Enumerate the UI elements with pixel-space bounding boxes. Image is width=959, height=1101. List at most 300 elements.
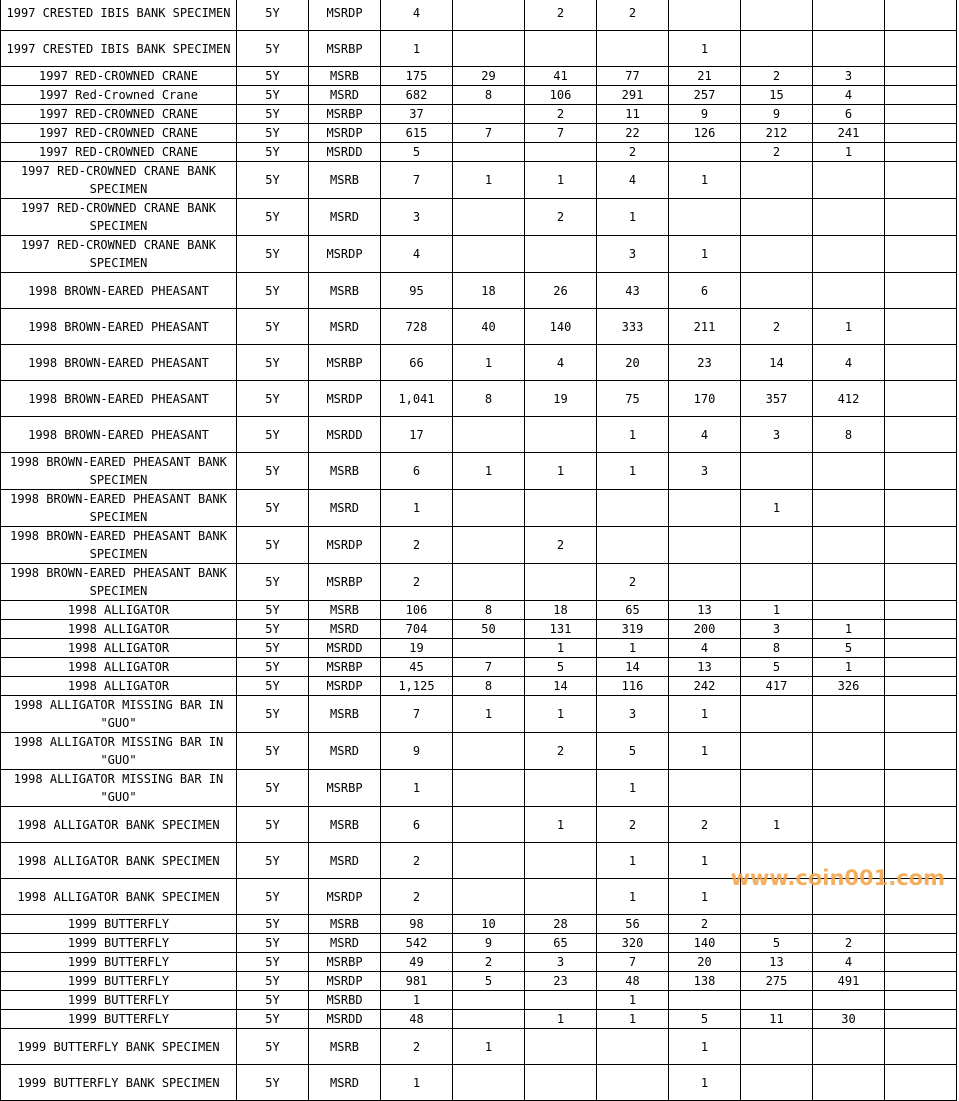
cell-term[interactable]: 5Y xyxy=(237,915,309,934)
cell-name[interactable]: 1997 RED-CROWNED CRANE xyxy=(1,105,237,124)
cell-term[interactable]: 5Y xyxy=(237,162,309,199)
cell-c2[interactable]: 2 xyxy=(525,105,597,124)
cell-total[interactable]: 1 xyxy=(381,1065,453,1101)
cell-c1[interactable] xyxy=(453,807,525,843)
cell-term[interactable]: 5Y xyxy=(237,733,309,770)
cell-c2[interactable]: 1 xyxy=(525,639,597,658)
cell-c4[interactable] xyxy=(669,490,741,527)
cell-c5[interactable] xyxy=(741,31,813,67)
cell-c3[interactable] xyxy=(597,1065,669,1101)
cell-name[interactable]: 1998 ALLIGATOR xyxy=(1,601,237,620)
cell-c1[interactable]: 7 xyxy=(453,658,525,677)
cell-total[interactable]: 4 xyxy=(381,0,453,31)
cell-c1[interactable]: 8 xyxy=(453,381,525,417)
cell-grade[interactable]: MSRDD xyxy=(309,639,381,658)
cell-empty[interactable] xyxy=(885,1010,957,1029)
cell-c2[interactable] xyxy=(525,236,597,273)
cell-grade[interactable]: MSRDP xyxy=(309,124,381,143)
cell-grade[interactable]: MSRDP xyxy=(309,972,381,991)
cell-empty[interactable] xyxy=(885,1029,957,1065)
cell-empty[interactable] xyxy=(885,639,957,658)
cell-c2[interactable]: 28 xyxy=(525,915,597,934)
cell-c5[interactable]: 417 xyxy=(741,677,813,696)
cell-c1[interactable] xyxy=(453,490,525,527)
cell-c2[interactable]: 1 xyxy=(525,696,597,733)
cell-total[interactable]: 704 xyxy=(381,620,453,639)
cell-total[interactable]: 17 xyxy=(381,417,453,453)
cell-c1[interactable]: 1 xyxy=(453,345,525,381)
cell-term[interactable]: 5Y xyxy=(237,770,309,807)
cell-c1[interactable] xyxy=(453,991,525,1010)
cell-grade[interactable]: MSRDD xyxy=(309,417,381,453)
cell-name[interactable]: 1999 BUTTERFLY BANK SPECIMEN xyxy=(1,1065,237,1101)
cell-c1[interactable]: 1 xyxy=(453,162,525,199)
cell-c3[interactable]: 65 xyxy=(597,601,669,620)
cell-c4[interactable]: 2 xyxy=(669,915,741,934)
cell-total[interactable]: 1 xyxy=(381,31,453,67)
cell-grade[interactable]: MSRBP xyxy=(309,770,381,807)
cell-grade[interactable]: MSRBP xyxy=(309,564,381,601)
cell-c5[interactable]: 3 xyxy=(741,620,813,639)
cell-c4[interactable] xyxy=(669,527,741,564)
cell-term[interactable]: 5Y xyxy=(237,236,309,273)
cell-term[interactable]: 5Y xyxy=(237,1065,309,1101)
cell-c2[interactable]: 106 xyxy=(525,86,597,105)
cell-c3[interactable] xyxy=(597,31,669,67)
cell-c1[interactable] xyxy=(453,417,525,453)
cell-empty[interactable] xyxy=(885,770,957,807)
cell-c5[interactable] xyxy=(741,991,813,1010)
cell-empty[interactable] xyxy=(885,879,957,915)
cell-empty[interactable] xyxy=(885,696,957,733)
cell-term[interactable]: 5Y xyxy=(237,417,309,453)
cell-c3[interactable]: 1 xyxy=(597,1010,669,1029)
cell-c2[interactable]: 3 xyxy=(525,953,597,972)
cell-c1[interactable] xyxy=(453,199,525,236)
cell-empty[interactable] xyxy=(885,105,957,124)
cell-name[interactable]: 1997 Red-Crowned Crane xyxy=(1,86,237,105)
cell-total[interactable]: 9 xyxy=(381,733,453,770)
cell-c1[interactable] xyxy=(453,564,525,601)
cell-name[interactable]: 1999 BUTTERFLY xyxy=(1,915,237,934)
cell-c3[interactable]: 319 xyxy=(597,620,669,639)
cell-term[interactable]: 5Y xyxy=(237,991,309,1010)
cell-c1[interactable]: 1 xyxy=(453,696,525,733)
cell-name[interactable]: 1997 RED-CROWNED CRANE BANK SPECIMEN xyxy=(1,199,237,236)
cell-c6[interactable]: 412 xyxy=(813,381,885,417)
cell-c1[interactable]: 9 xyxy=(453,934,525,953)
cell-grade[interactable]: MSRB xyxy=(309,915,381,934)
cell-empty[interactable] xyxy=(885,453,957,490)
cell-c4[interactable]: 13 xyxy=(669,658,741,677)
cell-c3[interactable]: 333 xyxy=(597,309,669,345)
cell-c1[interactable]: 10 xyxy=(453,915,525,934)
cell-c5[interactable]: 357 xyxy=(741,381,813,417)
cell-total[interactable]: 106 xyxy=(381,601,453,620)
cell-c5[interactable] xyxy=(741,0,813,31)
cell-grade[interactable]: MSRBD xyxy=(309,991,381,1010)
cell-empty[interactable] xyxy=(885,236,957,273)
cell-c6[interactable]: 4 xyxy=(813,953,885,972)
cell-c3[interactable] xyxy=(597,490,669,527)
cell-term[interactable]: 5Y xyxy=(237,345,309,381)
cell-c5[interactable] xyxy=(741,1029,813,1065)
cell-grade[interactable]: MSRD xyxy=(309,1065,381,1101)
cell-name[interactable]: 1999 BUTTERFLY BANK SPECIMEN xyxy=(1,1029,237,1065)
cell-grade[interactable]: MSRB xyxy=(309,807,381,843)
cell-total[interactable]: 2 xyxy=(381,843,453,879)
cell-name[interactable]: 1999 BUTTERFLY xyxy=(1,934,237,953)
cell-empty[interactable] xyxy=(885,972,957,991)
cell-c4[interactable]: 4 xyxy=(669,639,741,658)
cell-empty[interactable] xyxy=(885,199,957,236)
cell-c4[interactable]: 170 xyxy=(669,381,741,417)
cell-total[interactable]: 1,041 xyxy=(381,381,453,417)
cell-term[interactable]: 5Y xyxy=(237,879,309,915)
cell-c1[interactable] xyxy=(453,105,525,124)
cell-c2[interactable]: 2 xyxy=(525,0,597,31)
cell-c4[interactable]: 211 xyxy=(669,309,741,345)
cell-empty[interactable] xyxy=(885,843,957,879)
cell-term[interactable]: 5Y xyxy=(237,639,309,658)
cell-c4[interactable]: 9 xyxy=(669,105,741,124)
cell-c5[interactable]: 2 xyxy=(741,309,813,345)
cell-grade[interactable]: MSRBP xyxy=(309,658,381,677)
cell-c1[interactable] xyxy=(453,527,525,564)
cell-c5[interactable] xyxy=(741,564,813,601)
cell-empty[interactable] xyxy=(885,601,957,620)
cell-c5[interactable] xyxy=(741,770,813,807)
cell-name[interactable]: 1999 BUTTERFLY xyxy=(1,972,237,991)
cell-term[interactable]: 5Y xyxy=(237,309,309,345)
cell-c2[interactable] xyxy=(525,31,597,67)
cell-c6[interactable] xyxy=(813,527,885,564)
cell-c6[interactable]: 326 xyxy=(813,677,885,696)
cell-grade[interactable]: MSRB xyxy=(309,601,381,620)
cell-empty[interactable] xyxy=(885,273,957,309)
cell-empty[interactable] xyxy=(885,677,957,696)
cell-c6[interactable]: 1 xyxy=(813,309,885,345)
cell-c4[interactable]: 1 xyxy=(669,843,741,879)
cell-c5[interactable] xyxy=(741,879,813,915)
cell-empty[interactable] xyxy=(885,915,957,934)
cell-c5[interactable] xyxy=(741,915,813,934)
cell-c1[interactable] xyxy=(453,1065,525,1101)
cell-c2[interactable]: 2 xyxy=(525,733,597,770)
cell-empty[interactable] xyxy=(885,67,957,86)
cell-c5[interactable]: 13 xyxy=(741,953,813,972)
cell-term[interactable]: 5Y xyxy=(237,453,309,490)
cell-c3[interactable]: 22 xyxy=(597,124,669,143)
cell-c3[interactable]: 2 xyxy=(597,143,669,162)
cell-name[interactable]: 1998 ALLIGATOR xyxy=(1,677,237,696)
cell-c4[interactable]: 3 xyxy=(669,453,741,490)
cell-c4[interactable]: 4 xyxy=(669,417,741,453)
cell-c2[interactable]: 19 xyxy=(525,381,597,417)
cell-c5[interactable] xyxy=(741,527,813,564)
cell-c2[interactable]: 26 xyxy=(525,273,597,309)
cell-c4[interactable]: 1 xyxy=(669,733,741,770)
cell-c2[interactable]: 1 xyxy=(525,807,597,843)
cell-c4[interactable]: 1 xyxy=(669,1065,741,1101)
cell-c4[interactable]: 6 xyxy=(669,273,741,309)
cell-c6[interactable]: 241 xyxy=(813,124,885,143)
cell-grade[interactable]: MSRB xyxy=(309,453,381,490)
cell-c5[interactable] xyxy=(741,453,813,490)
cell-name[interactable]: 1997 RED-CROWNED CRANE xyxy=(1,143,237,162)
cell-empty[interactable] xyxy=(885,620,957,639)
cell-c6[interactable]: 6 xyxy=(813,105,885,124)
cell-term[interactable]: 5Y xyxy=(237,67,309,86)
cell-c1[interactable]: 5 xyxy=(453,972,525,991)
cell-c1[interactable] xyxy=(453,143,525,162)
cell-term[interactable]: 5Y xyxy=(237,807,309,843)
cell-c3[interactable]: 75 xyxy=(597,381,669,417)
cell-name[interactable]: 1998 BROWN-EARED PHEASANT BANK SPECIMEN xyxy=(1,453,237,490)
cell-c3[interactable]: 56 xyxy=(597,915,669,934)
cell-c4[interactable]: 200 xyxy=(669,620,741,639)
cell-name[interactable]: 1997 RED-CROWNED CRANE BANK SPECIMEN xyxy=(1,162,237,199)
cell-c4[interactable]: 1 xyxy=(669,31,741,67)
cell-c1[interactable]: 8 xyxy=(453,86,525,105)
cell-c4[interactable]: 21 xyxy=(669,67,741,86)
cell-total[interactable]: 2 xyxy=(381,527,453,564)
cell-c4[interactable]: 1 xyxy=(669,879,741,915)
cell-c4[interactable]: 257 xyxy=(669,86,741,105)
cell-term[interactable]: 5Y xyxy=(237,0,309,31)
cell-empty[interactable] xyxy=(885,0,957,31)
cell-empty[interactable] xyxy=(885,31,957,67)
cell-term[interactable]: 5Y xyxy=(237,677,309,696)
cell-c4[interactable]: 140 xyxy=(669,934,741,953)
cell-c1[interactable] xyxy=(453,0,525,31)
cell-c2[interactable]: 140 xyxy=(525,309,597,345)
cell-name[interactable]: 1997 RED-CROWNED CRANE xyxy=(1,67,237,86)
cell-c6[interactable] xyxy=(813,807,885,843)
cell-c5[interactable]: 5 xyxy=(741,658,813,677)
cell-c1[interactable]: 1 xyxy=(453,453,525,490)
cell-empty[interactable] xyxy=(885,417,957,453)
cell-name[interactable]: 1998 ALLIGATOR MISSING BAR IN "GUO" xyxy=(1,733,237,770)
cell-total[interactable]: 542 xyxy=(381,934,453,953)
cell-c5[interactable] xyxy=(741,162,813,199)
cell-c2[interactable]: 1 xyxy=(525,1010,597,1029)
cell-c3[interactable]: 48 xyxy=(597,972,669,991)
cell-c3[interactable]: 1 xyxy=(597,199,669,236)
cell-c1[interactable]: 29 xyxy=(453,67,525,86)
cell-term[interactable]: 5Y xyxy=(237,490,309,527)
cell-c2[interactable]: 2 xyxy=(525,199,597,236)
cell-grade[interactable]: MSRB xyxy=(309,67,381,86)
cell-c3[interactable]: 2 xyxy=(597,0,669,31)
cell-total[interactable]: 1 xyxy=(381,490,453,527)
cell-c2[interactable]: 1 xyxy=(525,162,597,199)
cell-c6[interactable] xyxy=(813,236,885,273)
cell-total[interactable]: 1 xyxy=(381,991,453,1010)
cell-name[interactable]: 1998 ALLIGATOR MISSING BAR IN "GUO" xyxy=(1,696,237,733)
cell-term[interactable]: 5Y xyxy=(237,143,309,162)
cell-grade[interactable]: MSRB xyxy=(309,696,381,733)
cell-c3[interactable]: 1 xyxy=(597,991,669,1010)
cell-c1[interactable]: 2 xyxy=(453,953,525,972)
cell-name[interactable]: 1998 ALLIGATOR xyxy=(1,620,237,639)
cell-total[interactable]: 1,125 xyxy=(381,677,453,696)
cell-empty[interactable] xyxy=(885,381,957,417)
cell-c1[interactable]: 50 xyxy=(453,620,525,639)
cell-term[interactable]: 5Y xyxy=(237,843,309,879)
cell-grade[interactable]: MSRD xyxy=(309,86,381,105)
cell-c4[interactable] xyxy=(669,143,741,162)
cell-term[interactable]: 5Y xyxy=(237,620,309,639)
cell-c4[interactable] xyxy=(669,564,741,601)
cell-term[interactable]: 5Y xyxy=(237,124,309,143)
cell-name[interactable]: 1997 RED-CROWNED CRANE xyxy=(1,124,237,143)
cell-c5[interactable]: 2 xyxy=(741,67,813,86)
cell-total[interactable]: 5 xyxy=(381,143,453,162)
cell-c6[interactable]: 5 xyxy=(813,639,885,658)
cell-c3[interactable]: 1 xyxy=(597,453,669,490)
cell-total[interactable]: 615 xyxy=(381,124,453,143)
cell-c2[interactable] xyxy=(525,879,597,915)
cell-c1[interactable] xyxy=(453,770,525,807)
cell-grade[interactable]: MSRD xyxy=(309,843,381,879)
cell-total[interactable]: 2 xyxy=(381,1029,453,1065)
cell-term[interactable]: 5Y xyxy=(237,1010,309,1029)
cell-name[interactable]: 1999 BUTTERFLY xyxy=(1,953,237,972)
cell-total[interactable]: 2 xyxy=(381,879,453,915)
cell-c5[interactable] xyxy=(741,843,813,879)
cell-c2[interactable] xyxy=(525,1065,597,1101)
cell-c2[interactable] xyxy=(525,843,597,879)
cell-grade[interactable]: MSRDD xyxy=(309,143,381,162)
cell-c5[interactable]: 1 xyxy=(741,490,813,527)
cell-c6[interactable]: 1 xyxy=(813,658,885,677)
cell-total[interactable]: 66 xyxy=(381,345,453,381)
cell-c3[interactable]: 1 xyxy=(597,770,669,807)
cell-c5[interactable] xyxy=(741,199,813,236)
cell-total[interactable]: 175 xyxy=(381,67,453,86)
cell-name[interactable]: 1998 BROWN-EARED PHEASANT xyxy=(1,309,237,345)
cell-c5[interactable] xyxy=(741,733,813,770)
cell-c3[interactable]: 1 xyxy=(597,879,669,915)
cell-c1[interactable]: 18 xyxy=(453,273,525,309)
cell-c3[interactable]: 7 xyxy=(597,953,669,972)
cell-term[interactable]: 5Y xyxy=(237,972,309,991)
cell-c5[interactable]: 11 xyxy=(741,1010,813,1029)
cell-name[interactable]: 1998 BROWN-EARED PHEASANT BANK SPECIMEN xyxy=(1,527,237,564)
cell-grade[interactable]: MSRD xyxy=(309,490,381,527)
cell-grade[interactable]: MSRD xyxy=(309,199,381,236)
cell-total[interactable]: 1 xyxy=(381,770,453,807)
cell-c6[interactable] xyxy=(813,879,885,915)
cell-grade[interactable]: MSRD xyxy=(309,309,381,345)
cell-c4[interactable] xyxy=(669,991,741,1010)
cell-total[interactable]: 49 xyxy=(381,953,453,972)
cell-total[interactable]: 682 xyxy=(381,86,453,105)
cell-c5[interactable]: 9 xyxy=(741,105,813,124)
cell-c4[interactable]: 1 xyxy=(669,236,741,273)
cell-c3[interactable]: 14 xyxy=(597,658,669,677)
cell-c5[interactable]: 1 xyxy=(741,601,813,620)
cell-c6[interactable]: 4 xyxy=(813,86,885,105)
cell-total[interactable]: 7 xyxy=(381,696,453,733)
cell-c1[interactable] xyxy=(453,31,525,67)
cell-c4[interactable] xyxy=(669,0,741,31)
cell-name[interactable]: 1998 BROWN-EARED PHEASANT xyxy=(1,417,237,453)
cell-total[interactable]: 2 xyxy=(381,564,453,601)
cell-c3[interactable]: 1 xyxy=(597,417,669,453)
cell-empty[interactable] xyxy=(885,564,957,601)
cell-c1[interactable] xyxy=(453,1010,525,1029)
cell-term[interactable]: 5Y xyxy=(237,1029,309,1065)
cell-total[interactable]: 48 xyxy=(381,1010,453,1029)
cell-empty[interactable] xyxy=(885,807,957,843)
cell-term[interactable]: 5Y xyxy=(237,658,309,677)
cell-c5[interactable] xyxy=(741,696,813,733)
cell-c3[interactable]: 3 xyxy=(597,696,669,733)
cell-total[interactable]: 3 xyxy=(381,199,453,236)
cell-c5[interactable] xyxy=(741,273,813,309)
cell-c3[interactable]: 11 xyxy=(597,105,669,124)
cell-c4[interactable]: 5 xyxy=(669,1010,741,1029)
cell-term[interactable]: 5Y xyxy=(237,105,309,124)
cell-c6[interactable]: 3 xyxy=(813,67,885,86)
cell-c2[interactable] xyxy=(525,991,597,1010)
cell-c3[interactable]: 43 xyxy=(597,273,669,309)
cell-term[interactable]: 5Y xyxy=(237,934,309,953)
cell-grade[interactable]: MSRBP xyxy=(309,345,381,381)
cell-grade[interactable]: MSRBP xyxy=(309,31,381,67)
cell-c2[interactable] xyxy=(525,564,597,601)
cell-term[interactable]: 5Y xyxy=(237,696,309,733)
cell-c2[interactable] xyxy=(525,770,597,807)
cell-name[interactable]: 1998 ALLIGATOR BANK SPECIMEN xyxy=(1,843,237,879)
cell-c3[interactable]: 4 xyxy=(597,162,669,199)
cell-empty[interactable] xyxy=(885,658,957,677)
cell-grade[interactable]: MSRBP xyxy=(309,953,381,972)
cell-c3[interactable]: 20 xyxy=(597,345,669,381)
cell-empty[interactable] xyxy=(885,490,957,527)
cell-term[interactable]: 5Y xyxy=(237,564,309,601)
cell-total[interactable]: 981 xyxy=(381,972,453,991)
cell-c2[interactable]: 2 xyxy=(525,527,597,564)
cell-c2[interactable]: 14 xyxy=(525,677,597,696)
cell-c4[interactable] xyxy=(669,199,741,236)
cell-c4[interactable]: 126 xyxy=(669,124,741,143)
cell-c6[interactable] xyxy=(813,162,885,199)
cell-term[interactable]: 5Y xyxy=(237,86,309,105)
cell-c3[interactable]: 3 xyxy=(597,236,669,273)
cell-c6[interactable] xyxy=(813,915,885,934)
cell-c1[interactable] xyxy=(453,236,525,273)
cell-c2[interactable]: 5 xyxy=(525,658,597,677)
cell-total[interactable]: 95 xyxy=(381,273,453,309)
cell-c1[interactable]: 8 xyxy=(453,601,525,620)
cell-name[interactable]: 1999 BUTTERFLY xyxy=(1,991,237,1010)
cell-grade[interactable]: MSRDP xyxy=(309,527,381,564)
cell-empty[interactable] xyxy=(885,934,957,953)
cell-grade[interactable]: MSRDD xyxy=(309,1010,381,1029)
cell-c6[interactable] xyxy=(813,991,885,1010)
cell-c6[interactable] xyxy=(813,601,885,620)
cell-grade[interactable]: MSRDP xyxy=(309,236,381,273)
cell-c6[interactable] xyxy=(813,843,885,879)
cell-empty[interactable] xyxy=(885,991,957,1010)
cell-c2[interactable] xyxy=(525,143,597,162)
cell-total[interactable]: 19 xyxy=(381,639,453,658)
cell-name[interactable]: 1998 BROWN-EARED PHEASANT xyxy=(1,345,237,381)
cell-term[interactable]: 5Y xyxy=(237,273,309,309)
